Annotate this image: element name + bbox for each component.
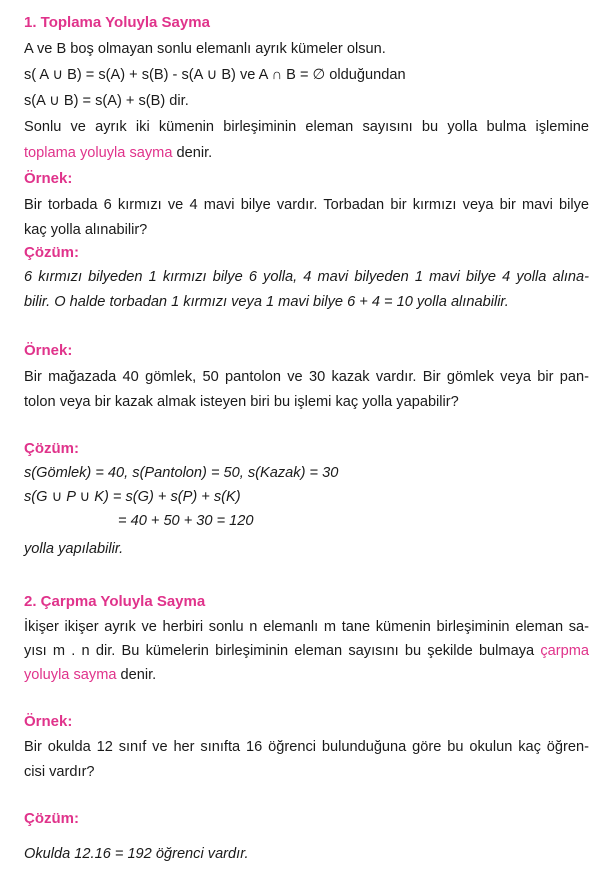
s2-line-3: yoluyla sayma denir. — [24, 667, 157, 683]
s1-line-1: A ve B boş olmayan sonlu elemanlı ayrık kümeler olsun. — [24, 41, 386, 57]
ex3-line-2: cisi vardır? — [24, 764, 95, 780]
section-2-title: 2. Çarpma Yoluyla Sayma — [24, 593, 206, 610]
example-2-label: Örnek: — [24, 342, 73, 359]
sol1-line-2: bilir. O halde torbadan 1 kırmızı veya 1 mavi bilye 6 + 4 = 10 yolla alınabilir. — [24, 294, 509, 310]
s1-line-3: s(A ∪ B) = s(A) + s(B) dir. — [24, 93, 189, 109]
ex2-line-1: Bir mağazada 40 gömlek, 50 pantolon ve 30 kazak vardır. Bir gömlek veya bir pan- — [24, 369, 589, 385]
s2-line-1: İkişer ikişer ayrık ve herbiri sonlu n elemanlı m tane kümenin birleşiminin eleman sa- — [24, 619, 589, 635]
example-1-label: Örnek: — [24, 170, 73, 187]
s2-line-2: yısı m . n dir. Bu kümelerin birleşiminin eleman sayısını bu şekilde bulmaya çarpma — [24, 643, 589, 659]
sol3-line-1: Okulda 12.16 = 192 öğrenci vardır. — [24, 846, 249, 862]
term-yoluyla-sayma: yoluyla sayma — [24, 667, 117, 683]
term-carpma: çarpma — [540, 643, 589, 659]
example-3-label: Örnek: — [24, 713, 73, 730]
sol2-line-2: s(G ∪ P ∪ K) = s(G) + s(P) + s(K) — [24, 489, 241, 505]
sol2-line-3: = 40 + 50 + 30 = 120 — [118, 513, 254, 529]
section-1-title: 1. Toplama Yoluyla Sayma — [24, 14, 210, 31]
s1-line-4: Sonlu ve ayrık iki kümenin birleşiminin eleman sayısını bu yolla bulma işlemine — [24, 119, 589, 135]
solution-2-label: Çözüm: — [24, 440, 79, 457]
solution-1-label: Çözüm: — [24, 244, 79, 261]
s1-line-2: s( A ∪ B) = s(A) + s(B) - s(A ∪ B) ve A ∩ B = ∅ olduğundan — [24, 67, 406, 83]
term-toplama: toplama yoluyla sayma — [24, 145, 173, 161]
ex1-line-1: Bir torbada 6 kırmızı ve 4 mavi bilye vardır. Torbadan bir kırmızı veya bir mavi bilye — [24, 197, 589, 213]
solution-3-label: Çözüm: — [24, 810, 79, 827]
s1-line-5: toplama yoluyla sayma denir. — [24, 145, 213, 161]
ex1-line-2: kaç yolla alınabilir? — [24, 222, 148, 238]
ex2-line-2: tolon veya bir kazak almak isteyen biri bu işlemi kaç yolla yapabilir? — [24, 394, 459, 410]
sol2-line-1: s(Gömlek) = 40, s(Pantolon) = 50, s(Kazak) = 30 — [24, 465, 339, 481]
sol1-line-1: 6 kırmızı bilyeden 1 kırmızı bilye 6 yolla, 4 mavi bilyeden 1 mavi bilye 4 yolla alına- — [24, 269, 589, 285]
ex3-line-1: Bir okulda 12 sınıf ve her sınıfta 16 öğrenci bulunduğuna göre bu okulun kaç öğren- — [24, 739, 589, 755]
sol2-line-4: yolla yapılabilir. — [24, 541, 124, 557]
